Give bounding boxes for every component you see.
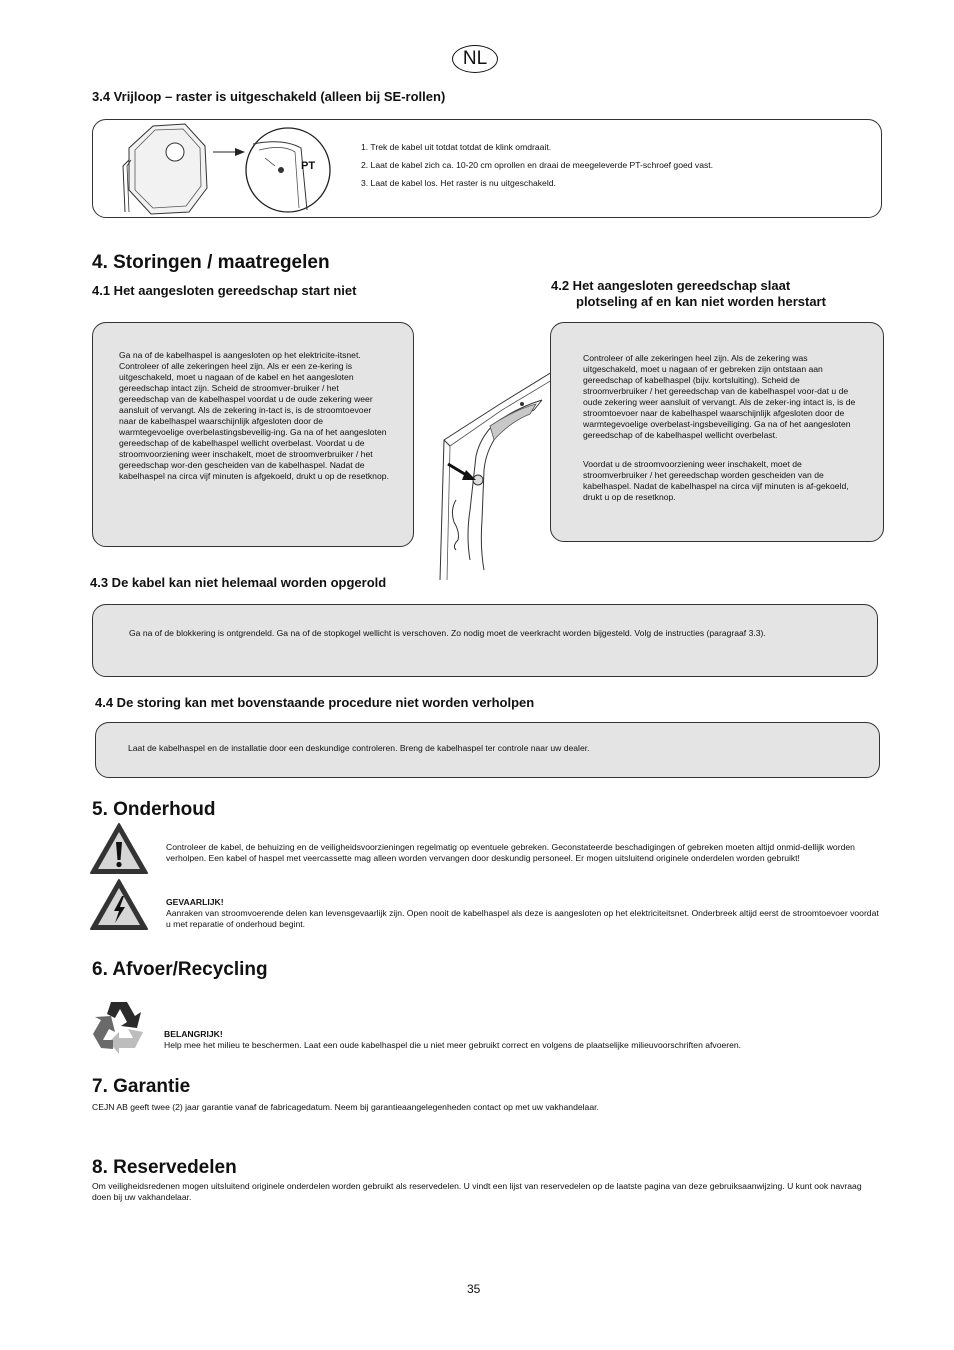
section-6-notice	[164, 1029, 879, 1051]
section-4-2-heading-line1: 4.2 Het aangesloten gereedschap slaat	[551, 278, 791, 293]
section-4-2-heading	[551, 278, 826, 310]
section-5-text: Controleer de kabel, de behuizing en de veiligheidsvoorzieningen regelmatig op eventuele gebreken. Geconstateerde beschadigingen of gebreken moeten altijd onmid-dellijk worden verholpen. Een kabel of haspel met veercassette mag alleen worden vervangen door deskundig personeel. Er mogen uitsluitend originele onderdelen worden gebruikt!	[166, 842, 855, 863]
language-badge: NL	[452, 45, 498, 73]
electric-hazard-icon	[89, 878, 149, 931]
section-5-warning	[166, 897, 881, 930]
recycling-icon	[89, 998, 149, 1054]
reset-button-illustration	[430, 360, 555, 582]
warning-exclamation-icon	[89, 822, 149, 875]
warning-title: GEVAARLIJK!	[166, 897, 224, 907]
section-5-heading: 5. Onderhoud	[92, 799, 216, 820]
section-4-2-heading-line2: plotseling af en kan niet worden herstart	[576, 294, 826, 309]
section-4-heading: 4. Storingen / maatregelen	[92, 252, 330, 273]
section-8-heading: 8. Reservedelen	[92, 1157, 237, 1178]
step-1: 1. Trek de kabel uit totdat totdat de klink omdraait.	[361, 142, 552, 152]
section-4-2-text-1: Controleer of alle zekeringen heel zijn. Als de zekering was uitgeschakeld, moet u nagaan of er gebreken zijn ontstaan aan gereedschap of kabelhaspel (bijv. kortsluiting). Scheid de stroomverbruiker / het gereedschap van de kabelhaspel voor-dat u de oude zekering weer aansluit of vervangt. Als de zeker-ing intact is, is de stroomtoevoer naar de kabelhaspel waarschijnlijk afgesloten door de warmtegevoelige overbelast-ingsbeveiliging. Ga na of het aangesloten gereedschap of de kabelhaspel wellicht overbelast.	[583, 353, 856, 440]
section-3-4-steps	[361, 142, 861, 196]
pt-screw-label: PT	[301, 160, 316, 172]
recycling-text: Help mee het milieu te beschermen. Laat een oude kabelhaspel die u niet meer gebruikt correct en volgens de plaatselijke milieuvoorschriften afvoeren.	[164, 1040, 742, 1050]
section-4-2-text-2: Voordat u de stroomvoorziening weer inschakelt, moet de stroomverbruiker / het gereedschap worden gescheiden van de kabelhaspel. Nadat de kabelhaspel na circa vijf minuten is af-gekoeld, drukt u op de resetknop.	[583, 459, 849, 502]
section-4-3-text: Ga na of de blokkering is ontgrendeld. Ga na of de stopkogel wellicht is verschoven. Zo nodig moet de veerkracht worden bijgesteld. Volg de instructies (paragraaf 3.3).	[129, 628, 766, 638]
section-4-1-text: Ga na of de kabelhaspel is aangesloten op het elektricite-itsnet. Controleer of alle zekeringen heel zijn. Als er een ze-kering is uitgeschakeld, moet u nagaan of de kabel en het aangesloten gereedschap intact zijn. Scheid de stroomver-bruiker / het gereedschap van de kabelhaspel voordat u de oude zekering weer aansluit of vervangt. Als de zekering in-tact is, is de stroomtoevoer naar de kabelhaspel waarschijnlijk afgesloten door de warmtegevoelige overbelastingsbeveilig-ing. Ga na of het aangesloten gereedschap of de kabelhaspel wellicht overbelast. Voordat u de stroomvoorziening weer inschakelt, moet de stroomverbruiker / het gereedschap wor-den gescheiden van de kabelhaspel. Nadat de kabelhaspel na circa vijf minuten is afgekoeld, drukt u op de resetknop.	[119, 350, 389, 481]
section-4-4-text: Laat de kabelhaspel en de installatie door een deskundige controleren. Breng de kabelhaspel ter controle naar uw dealer.	[128, 743, 590, 753]
section-3-4-box	[92, 119, 882, 218]
section-4-1-box	[92, 322, 414, 547]
section-4-1-heading: 4.1 Het aangesloten gereedschap start niet	[92, 283, 357, 298]
step-2: 2. Laat de kabel zich ca. 10-20 cm oprollen en draai de meegeleverde PT-schroef goed vast.	[361, 160, 714, 170]
warning-text: Aanraken van stroomvoerende delen kan levensgevaarlijk zijn. Open nooit de kabelhaspel als deze is aangesloten op het elektriciteitsnet. Onderbreek altijd eerst de stroomtoevoer voordat u met reparatie of onderhoud begint.	[166, 908, 879, 929]
section-3-4-heading: 3.4 Vrijloop – raster is uitgeschakeld (alleen bij SE-rollen)	[92, 89, 446, 104]
section-8-text: Om veiligheidsredenen mogen uitsluitend originele onderdelen worden gebruikt als reservedelen. U vindt een lijst van reservedelen op de laatste pagina van deze gebruiksaanwijzing. U kunt ook navraag doen bij uw vakhandelaar.	[92, 1181, 862, 1202]
step-3: 3. Laat de kabel los. Het raster is nu uitgeschakeld.	[361, 178, 556, 188]
section-4-4-box	[95, 722, 880, 778]
section-4-3-box	[92, 604, 878, 677]
section-4-4-heading: 4.4 De storing kan met bovenstaande procedure niet worden verholpen	[95, 695, 535, 710]
section-7-text: CEJN AB geeft twee (2) jaar garantie vanaf de fabricagedatum. Neem bij garantieaangelegenheden contact op met uw vakhandelaar.	[92, 1102, 599, 1112]
section-4-2-box	[550, 322, 884, 542]
section-6-heading: 6. Afvoer/Recycling	[92, 959, 268, 980]
recycling-title: BELANGRIJK!	[164, 1029, 223, 1039]
cable-reel-pt-illustration	[93, 120, 333, 218]
section-7-heading: 7. Garantie	[92, 1076, 191, 1097]
section-4-3-heading: 4.3 De kabel kan niet helemaal worden opgerold	[90, 575, 387, 590]
page-number: 35	[467, 1282, 481, 1296]
